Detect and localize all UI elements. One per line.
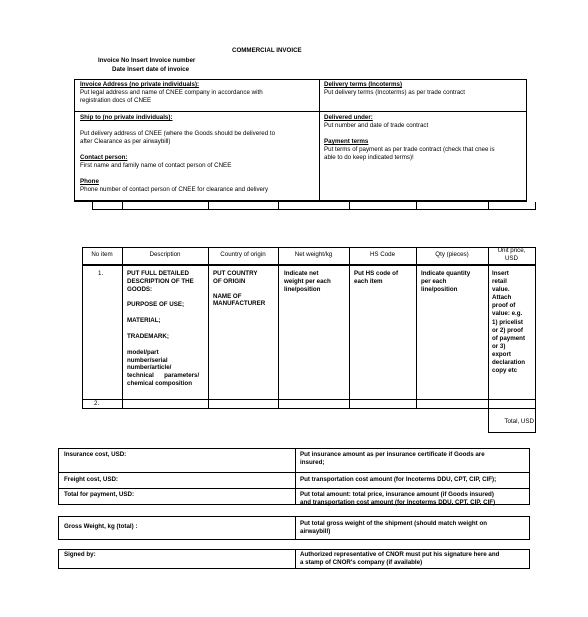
insurance-line1: Put insurance amount as per insurance certificate if Goods are: [300, 451, 485, 458]
divider-strip: [92, 209, 536, 210]
col-header-qty-unit: (pieces): [446, 251, 469, 258]
row1-desc-trademark: TRADEMARK;: [127, 332, 169, 340]
payment-terms-label: Payment terms: [324, 138, 369, 145]
payment-terms-line2: able to do keep indicated terms)!: [324, 154, 414, 161]
phone-text: Phone number of contact person of CNEE for clearance and delivery: [80, 186, 269, 193]
row1-weight-line: line/position: [284, 285, 321, 293]
row1-price-line: value: e.g.: [492, 310, 523, 318]
row1-price-line: Insert: [492, 270, 509, 277]
total-usd-label: Total, USD: [504, 418, 534, 425]
row1-desc-line: GOODS:: [127, 285, 153, 293]
total-payment-line2: and transportation cost amount (for Incoterms DDU, CPT, CIP, CIF): [300, 499, 496, 506]
document-title: COMMERCIAL INVOICE: [232, 47, 302, 54]
insurance-label: Insurance cost, USD:: [64, 451, 127, 458]
total-payment-label: Total for payment, USD:: [64, 491, 135, 498]
row1-weight-line: Indicate net: [284, 270, 319, 277]
row1-price-line: value.: [492, 286, 510, 294]
row1-hs: [354, 270, 416, 286]
col-header-price-line2: USD: [504, 254, 519, 262]
row1-country-line: OF ORIGIN: [213, 277, 246, 285]
signed-by-label: Signed by:: [64, 551, 96, 558]
row1-weight-line: weight per each: [284, 277, 331, 285]
phone-label: Phone: [80, 178, 99, 185]
row1-qty-line: line/position: [421, 285, 458, 293]
row1-desc-line: chemical composition: [127, 379, 192, 387]
invoice-number: Invoice No Insert Invoice number: [98, 57, 196, 64]
gross-weight-line1: Put total gross weight of the shipment (should match weight on: [300, 520, 487, 527]
row1-price-line: or 2) proof: [492, 326, 523, 334]
row2-no: 2.: [94, 400, 100, 407]
row1-country: [213, 270, 277, 308]
row1-weight: [284, 270, 348, 293]
gross-weight-line2: airwaybill): [300, 528, 331, 535]
col-header-description: Description: [149, 251, 181, 258]
row1-no: 1.: [98, 270, 104, 277]
delivered-under-label: Delivered under:: [324, 114, 373, 121]
row1-qty-line: per each: [421, 277, 447, 285]
freight-label: Freight cost, USD:: [64, 476, 118, 483]
signed-by-line1: Authorized representative of CNOR must put his signature here and: [300, 551, 500, 558]
col-header-qty: [416, 251, 488, 259]
row1-price-line: declaration: [492, 359, 526, 367]
row1-hs-line: Put HS code of: [354, 270, 399, 277]
col-header-qty-label: Qty: [435, 251, 445, 258]
row1-price-line: Attach: [492, 294, 512, 302]
col-header-price: [488, 247, 535, 263]
contact-person-text: First name and family name of contact person of CNEE: [80, 162, 232, 169]
row1-price-line: export: [492, 350, 511, 358]
row1-desc-purpose: PURPOSE OF USE;: [127, 301, 185, 309]
signed-by-line2: a stamp of CNOR's company (if available): [300, 559, 423, 566]
row1-price-line: retail: [492, 278, 507, 286]
delivered-under-text: Put number and date of trade contract: [324, 122, 429, 129]
row1-desc-line: PUT FULL DETAILED: [127, 270, 189, 277]
col-header-hs: HS Code: [369, 251, 396, 258]
row1-desc-line: technical parameters/: [127, 372, 200, 380]
row1-desc-material: MATERIAL;: [127, 317, 161, 325]
row1-price-line: proof of: [492, 302, 516, 310]
row1-manufacturer-line: MANUFACTURER: [213, 300, 266, 308]
invoice-address-line2: registration docs of CNEE: [80, 97, 152, 104]
freight-text: Put transportation cost amount (for Incoterms DDU, CPT, CIP, CIF);: [300, 476, 497, 483]
row1-qty-line: Indicate quantity: [421, 270, 471, 277]
row1-desc-line: model/part: [127, 348, 159, 356]
insurance-line2: insured;: [300, 459, 325, 466]
ship-to-label: Ship to (no private individuals):: [80, 114, 173, 121]
row1-qty: [421, 270, 487, 293]
row1-desc-line: number/serial: [127, 356, 168, 364]
total-payment-line1: Put total amount: total price, insurance amount (if Goods insured): [300, 491, 494, 498]
ship-to-line1: Put delivery address of CNEE (where the Goods should be delivered to: [80, 130, 276, 137]
row1-price-line: of payment: [492, 334, 526, 342]
row1-price: [492, 270, 535, 375]
row1-desc-line: number/article/: [127, 364, 172, 372]
row1-manufacturer-line: NAME OF: [213, 292, 242, 300]
invoice-date: Date Insert date of invoice: [112, 66, 190, 73]
payment-terms-line1: Put terms of payment as per trade contract (check that cnee is: [324, 146, 495, 153]
row1-price-line: copy etc: [492, 367, 518, 375]
col-header-price-line1: Unit price,: [497, 247, 526, 254]
ship-to-line2: after Clearance as per airwaybill): [80, 138, 171, 145]
row1-price-line: or 3): [492, 342, 506, 350]
delivery-terms-label: Delivery terms (Incoterms): [324, 81, 403, 88]
row1-hs-line: each item: [354, 277, 383, 285]
row1-description: [127, 270, 207, 388]
row1-price-line: 1) pricelist: [492, 318, 523, 326]
col-header-country: Country of origin: [220, 251, 266, 258]
col-header-no: No item: [91, 251, 113, 258]
invoice-address-line1: Put legal address and name of CNEE company in accordance with: [80, 89, 263, 96]
delivery-terms-text: Put delivery terms (Incoterms) as per trade contract: [324, 89, 465, 96]
row1-country-line: PUT COUNTRY: [213, 270, 258, 277]
row1-desc-line: DESCRIPTION OF THE: [127, 277, 194, 285]
invoice-address-label: Invoice Address (no private individuals):: [80, 81, 200, 88]
col-header-weight: Net weight/kg: [294, 251, 333, 258]
gross-weight-label: Gross Weight, kg (total) :: [64, 523, 138, 530]
contact-person-label: Contact person:: [80, 154, 128, 161]
